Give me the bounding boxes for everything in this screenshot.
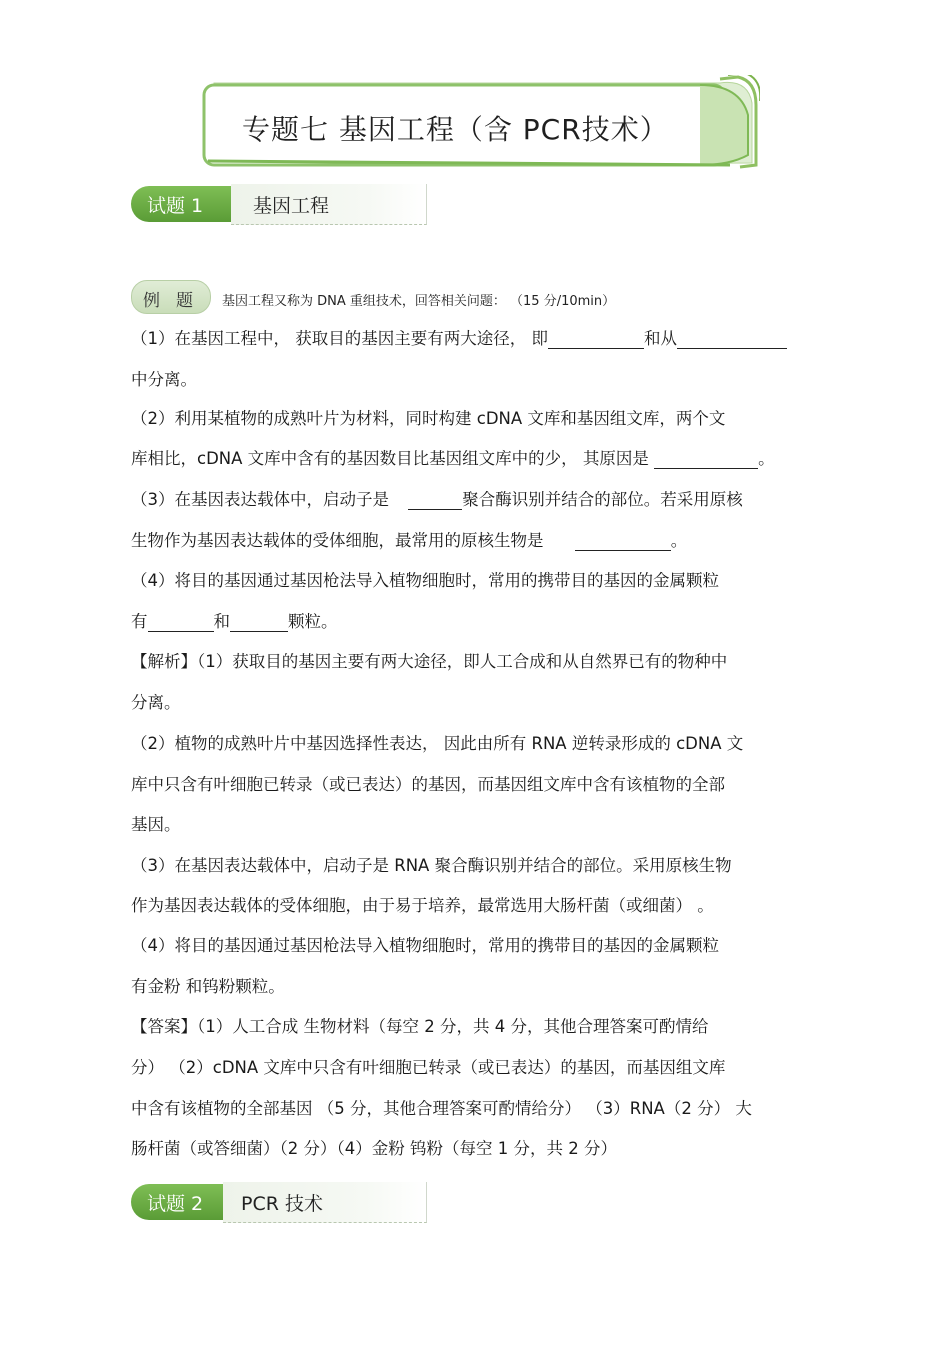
question-text: 聚合酶识别并结合的部位。若采用原核	[462, 490, 743, 509]
example-intro: 基因工程又称为 DNA 重组技术，回答相关问题： （15 分/10min）	[222, 294, 616, 309]
question-1-line-1	[131, 325, 787, 349]
chapter-title: 专题七 基因工程（含 PCR技术）	[242, 113, 669, 146]
question-text: 。	[758, 449, 775, 468]
question-text: 。	[670, 531, 688, 550]
chapter-banner	[200, 75, 760, 175]
question-4-line-2	[131, 608, 338, 632]
question-text: 有	[131, 612, 148, 631]
question-text: （3）在基因表达载体中，启动子是	[131, 490, 389, 509]
question-text: 和	[213, 612, 230, 631]
question-2-line-2	[131, 445, 775, 469]
analysis-line: 库中只含有叶细胞已转录（或已表达）的基因，而基因组文库中含有该植物的全部	[131, 775, 725, 794]
analysis-line: （4）将目的基因通过基因枪法导入植物细胞时，常用的携带目的基因的金属颗粒	[131, 936, 719, 955]
section-label: 基因工程	[253, 195, 330, 217]
analysis-line: 分离。	[131, 693, 181, 712]
question-1-line-2: 中分离。	[131, 370, 197, 389]
analysis-line: （3）在基因表达载体中，启动子是 RNA 聚合酶识别并结合的部位。采用原核生物	[131, 856, 732, 875]
answer-line: 【答案】（1）人工合成 生物材料（每空 2 分，共 4 分，其他合理答案可酌情给	[131, 1017, 709, 1036]
answer-blank	[654, 450, 758, 469]
answer-blank	[148, 613, 214, 632]
question-text: （1）在基因工程中， 获取目的基因主要有两大途径， 即	[131, 329, 548, 348]
analysis-line: 【解析】（1）获取目的基因主要有两大途径，即人工合成和从自然界已有的物种中	[131, 652, 728, 671]
question-text: 和从	[644, 329, 677, 348]
question-text: 生物作为基因表达载体的受体细胞，最常用的原核生物是	[131, 531, 544, 550]
section-number: 试题 1	[147, 195, 204, 217]
analysis-line: 有金粉 和钨粉颗粒。	[131, 977, 285, 996]
question-3-line-2	[131, 527, 687, 551]
analysis-line: （2）植物的成熟叶片中基因选择性表达， 因此由所有 RNA 逆转录形成的 cDNA 文	[131, 734, 744, 753]
answer-blank	[677, 330, 787, 349]
answer-blank	[230, 613, 288, 632]
example-badge-label: 例题	[143, 291, 209, 311]
question-2-line-1: （2）利用某植物的成熟叶片为材料，同时构建 cDNA 文库和基因组文库，两个文	[131, 409, 726, 428]
answer-line: 分） （2）cDNA 文库中只含有叶细胞已转录（或已表达）的基因，而基因组文库	[131, 1058, 726, 1077]
analysis-line: 基因。	[131, 815, 181, 834]
analysis-line: 作为基因表达载体的受体细胞，由于易于培养，最常选用大肠杆菌（或细菌） 。	[131, 896, 714, 915]
answer-line: 中含有该植物的全部基因 （5 分，其他合理答案可酌情给分） （3）RNA（2 分） 大	[131, 1099, 752, 1118]
answer-blank	[575, 532, 671, 551]
question-text: 库相比，cDNA 文库中含有的基因数目比基因组文库中的少， 其原因是	[131, 449, 649, 468]
question-text: 颗粒。	[288, 612, 338, 631]
answer-line: 肠杆菌（或答细菌）（2 分）（4）金粉 钨粉（每空 1 分，共 2 分）	[131, 1139, 617, 1158]
question-4-line-1: （4）将目的基因通过基因枪法导入植物细胞时，常用的携带目的基因的金属颗粒	[131, 571, 719, 590]
section-header-1	[131, 184, 426, 224]
answer-blank	[408, 491, 462, 510]
example-badge	[131, 280, 211, 314]
section-header-2	[131, 1182, 426, 1222]
question-3-line-1	[131, 486, 743, 510]
section-label: PCR 技术	[241, 1193, 323, 1215]
section-number: 试题 2	[147, 1193, 204, 1215]
answer-blank	[548, 330, 644, 349]
